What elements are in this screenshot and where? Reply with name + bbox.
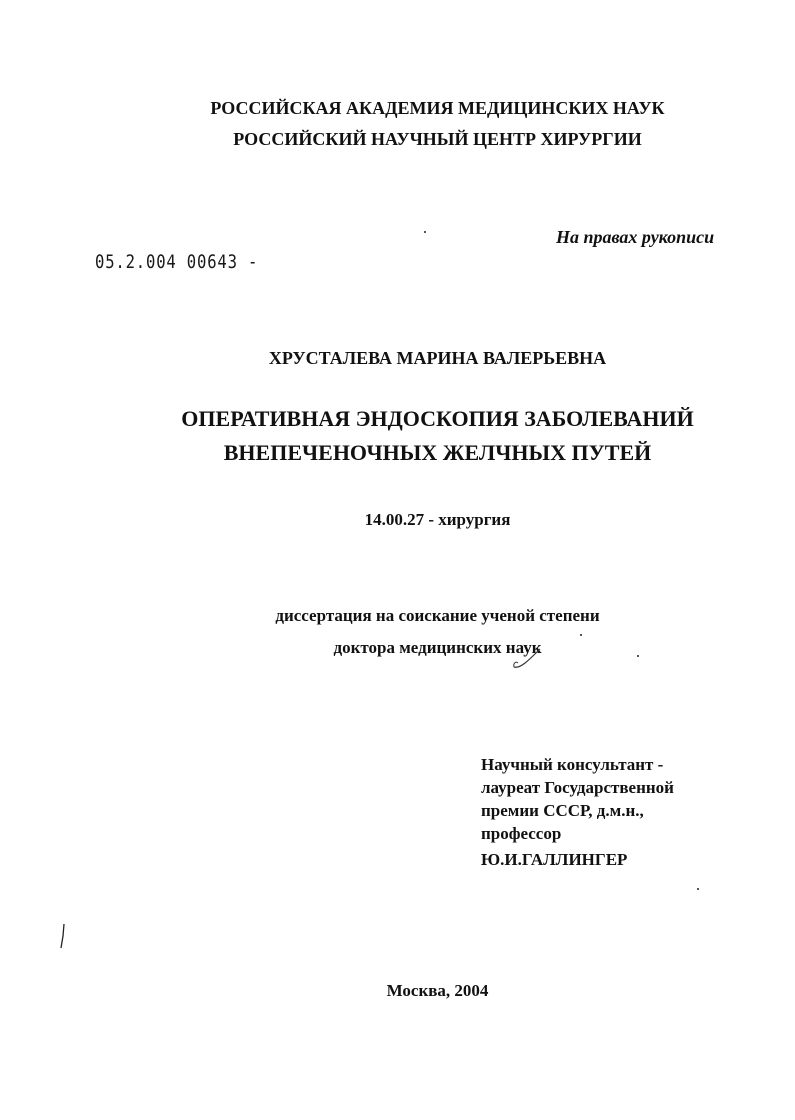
consultant-line-2: лауреат Государственной: [481, 778, 674, 797]
degree-line-1: диссертация на соискание ученой степени: [275, 606, 600, 625]
organization-line-1: РОССИЙСКАЯ АКАДЕМИЯ МЕДИЦИНСКИХ НАУК: [210, 98, 665, 118]
author-name: ХРУСТАЛЕВА МАРИНА ВАЛЕРЬЕВНА: [268, 348, 607, 368]
margin-pen-mark: [58, 922, 68, 952]
thesis-title-line-2: ВНЕПЕЧЕНОЧНЫХ ЖЕЛЧНЫХ ПУТЕЙ: [223, 440, 652, 465]
organization-line-2: РОССИЙСКИЙ НАУЧНЫЙ ЦЕНТР ХИРУРГИИ: [233, 129, 642, 149]
scan-speck: [424, 231, 426, 233]
specialty-code: 14.00.27 - хирургия: [364, 510, 511, 529]
degree-line-2: доктора медицинских наук: [333, 638, 542, 657]
consultant-block: [481, 753, 674, 845]
manuscript-note: На правах рукописи: [556, 227, 715, 247]
place-and-year: Москва, 2004: [386, 981, 489, 1000]
pen-stroke-mark: [510, 643, 550, 673]
thesis-title-line-1: ОПЕРАТИВНАЯ ЭНДОСКОПИЯ ЗАБОЛЕВАНИЙ: [181, 406, 694, 431]
consultant-line-4: профессор: [481, 824, 562, 843]
consultant-line-1: Научный консультант -: [481, 755, 664, 774]
consultant-name: Ю.И.ГАЛЛИНГЕР: [481, 850, 628, 869]
scan-speck: [580, 634, 582, 636]
scan-speck: [637, 655, 639, 657]
scan-speck: [697, 888, 699, 890]
archive-stamp: 05.2.004 00643 -: [95, 251, 259, 273]
consultant-line-3: премии СССР, д.м.н.,: [481, 801, 644, 820]
